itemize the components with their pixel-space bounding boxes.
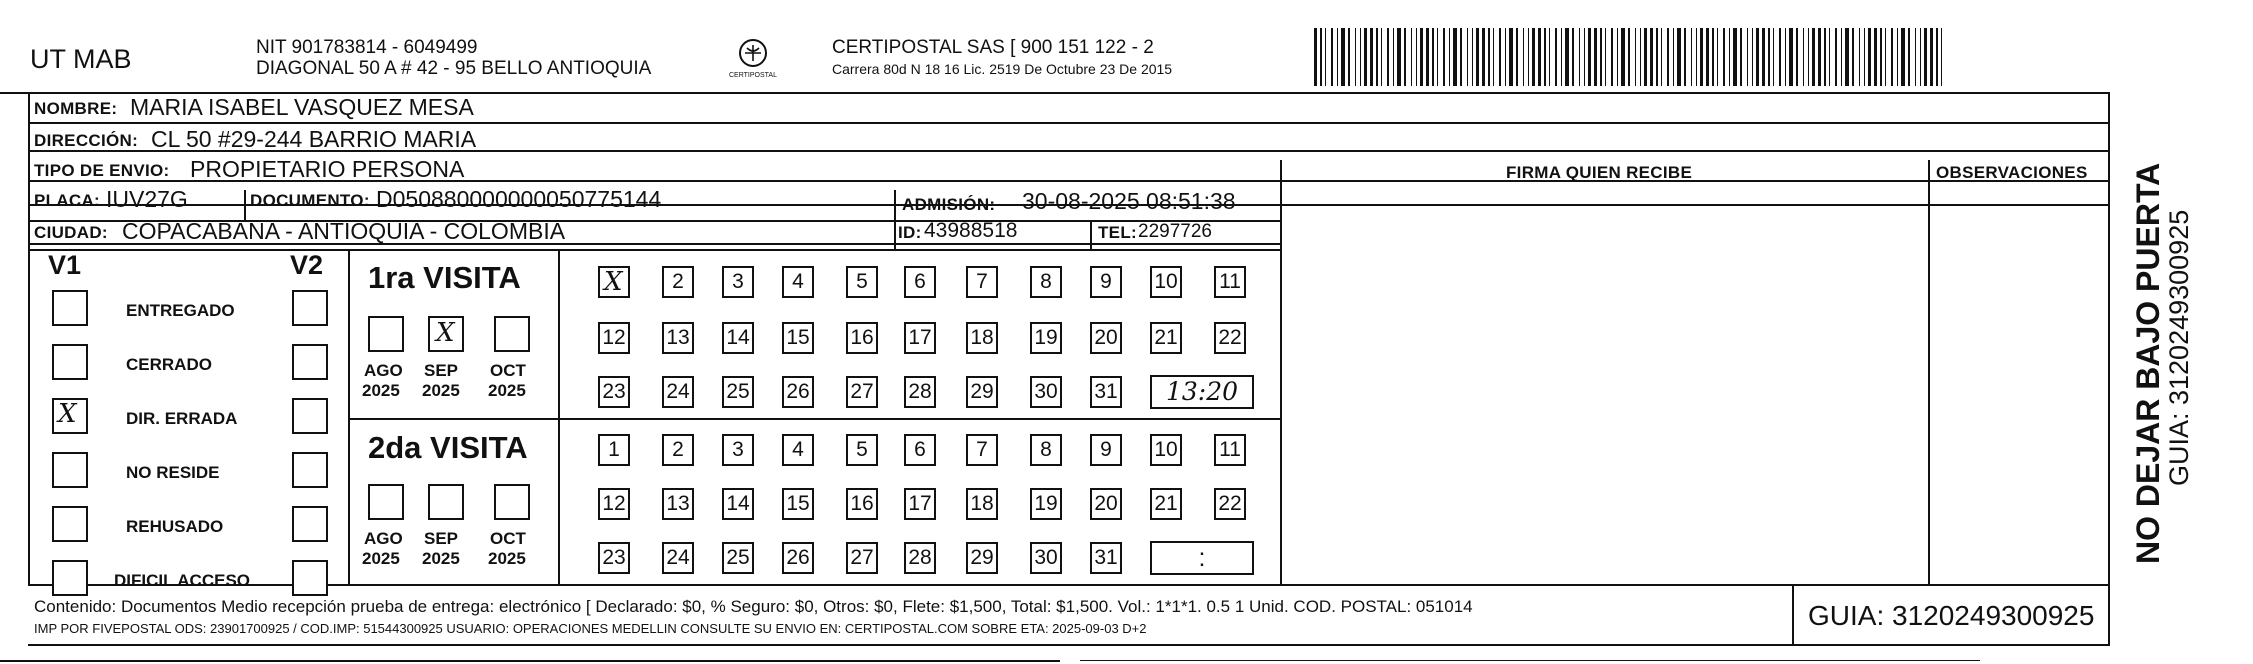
visit2-year-label: 2025 [422, 549, 460, 568]
visit1-day[interactable]: 5 [846, 266, 878, 298]
visit2-month-label: OCT [490, 529, 526, 548]
tel-label: TEL: [1098, 223, 1137, 242]
visit2-day[interactable]: 20 [1090, 488, 1122, 520]
visit2-title: 2da VISITA [368, 430, 528, 465]
visit2-day[interactable]: 10 [1150, 434, 1182, 466]
visit1-day[interactable]: 25 [722, 376, 754, 408]
visit2-day[interactable]: 25 [722, 542, 754, 574]
nombre-value: MARIA ISABEL VASQUEZ MESA [130, 94, 474, 120]
status-label: NO RESIDE [126, 463, 220, 482]
row-rule [28, 249, 1282, 251]
address-line: DIAGONAL 50 A # 42 - 95 BELLO ANTIOQUIA [256, 58, 652, 79]
visit2-day[interactable]: 16 [846, 488, 878, 520]
admision-value: 30-08-2025 08:51:38 [1022, 188, 1236, 214]
visit2-day[interactable]: 31 [1090, 542, 1122, 574]
v2-checkbox[interactable] [292, 398, 328, 434]
visit1-day[interactable]: 27 [846, 376, 878, 408]
check-mark: X [436, 318, 455, 348]
footer-guia: GUIA: 3120249300925 [1808, 600, 2095, 631]
visit2-day[interactable]: 24 [662, 542, 694, 574]
visit2-month-checkbox[interactable] [368, 484, 404, 520]
visit2-month-checkbox[interactable] [494, 484, 530, 520]
visit1-day[interactable]: 13 [662, 322, 694, 354]
col-split [558, 250, 560, 584]
visit1-month-label: OCT [490, 361, 526, 380]
visit2-day[interactable]: 6 [904, 434, 936, 466]
v2-label: V2 [290, 250, 324, 280]
visit2-month-label: AGO [364, 529, 403, 548]
visit1-day[interactable]: 29 [966, 376, 998, 408]
status-label: REHUSADO [126, 517, 224, 536]
visit2-time[interactable]: : [1150, 541, 1254, 575]
visit1-day[interactable]: 23 [598, 376, 630, 408]
visit1-day[interactable]: 26 [782, 376, 814, 408]
documento-label: DOCUMENTO: [250, 191, 370, 210]
check-mark: X [604, 267, 623, 297]
side-guia: GUIA: 3120249300925 [2164, 209, 2194, 486]
visit2-day[interactable]: 18 [966, 488, 998, 520]
visit1-day[interactable]: 19 [1030, 322, 1062, 354]
certipostal-line2: Carrera 80d N 18 16 Lic. 2519 De Octubre 23 De 2015 [832, 61, 1173, 77]
col-split [1090, 220, 1092, 250]
visit2-day[interactable]: 4 [782, 434, 814, 466]
visit2-year-label: 2025 [362, 549, 400, 568]
v2-checkbox[interactable] [292, 344, 328, 380]
ciudad-value: COPACABANA - ANTIOQUIA - COLOMBIA [122, 218, 566, 244]
logo-text: CERTIPOSTAL [729, 72, 777, 79]
visit2-day[interactable]: 23 [598, 542, 630, 574]
visit1-day[interactable]: 10 [1150, 266, 1182, 298]
tel-value: 2297726 [1138, 221, 1212, 242]
status-label: CERRADO [126, 355, 212, 374]
visit1-month-checkbox[interactable] [368, 316, 404, 352]
v1-checkbox[interactable] [52, 344, 88, 380]
id-value: 43988518 [924, 219, 1018, 242]
visit2-day[interactable]: 8 [1030, 434, 1062, 466]
visit1-day[interactable]: 30 [1030, 376, 1062, 408]
visit2-day[interactable]: 1 [598, 434, 630, 466]
v2-checkbox[interactable] [292, 560, 328, 596]
visit2-day[interactable]: 26 [782, 542, 814, 574]
visit1-day[interactable]: 8 [1030, 266, 1062, 298]
v2-checkbox[interactable] [292, 290, 328, 326]
visit1-day[interactable]: 9 [1090, 266, 1122, 298]
visit2-day[interactable]: 12 [598, 488, 630, 520]
footer-contenido: Contenido: Documentos Medio recepción prueba de entrega: electrónico [ Declarado: $0, % Seguro: $0, Otros: $0, Flete: $1,500, Total: $1,500. Vol.: 1*1*1. 0.5 1 Unid. COD. POSTAL: 051014 [34, 597, 1473, 616]
status-label: ENTREGADO [126, 301, 235, 320]
visit1-day[interactable]: 16 [846, 322, 878, 354]
visit2-day[interactable]: 2 [662, 434, 694, 466]
visit1-day[interactable]: 31 [1090, 376, 1122, 408]
visit1-title: 1ra VISITA [368, 260, 521, 295]
placa-value: IUV27G [106, 186, 188, 212]
visit2-day[interactable]: 3 [722, 434, 754, 466]
visit1-year-label: 2025 [362, 381, 400, 400]
v1-label: V1 [48, 250, 82, 280]
v1-checkbox[interactable] [52, 452, 88, 488]
visit2-month-label: SEP [424, 529, 459, 548]
side-no-dejar: NO DEJAR BAJO PUERTA [2130, 162, 2166, 564]
col-split [894, 190, 896, 250]
row-rule [28, 122, 2110, 124]
visit1-day[interactable]: 4 [782, 266, 814, 298]
visit1-day[interactable]: 14 [722, 322, 754, 354]
visit2-day[interactable]: 19 [1030, 488, 1062, 520]
placa-label: PLACA: [34, 191, 101, 210]
visit1-day[interactable]: 12 [598, 322, 630, 354]
visit1-day[interactable]: 28 [904, 376, 936, 408]
observaciones-header: OBSERVACIONES [1936, 163, 2088, 182]
visit2-day[interactable]: 13 [662, 488, 694, 520]
visit2-month-checkbox[interactable] [428, 484, 464, 520]
bottom-edge-rule [1080, 660, 1980, 661]
visit2-day[interactable]: 22 [1214, 488, 1246, 520]
status-label: DIFICIL ACCESO [114, 571, 251, 590]
visit1-month-label: SEP [424, 361, 459, 380]
visit2-day[interactable]: 30 [1030, 542, 1062, 574]
visit1-time[interactable]: 13:20 [1150, 375, 1254, 409]
col-split [1792, 586, 1794, 644]
direccion-label: DIRECCIÓN: [34, 131, 139, 150]
visit2-day[interactable]: 5 [846, 434, 878, 466]
visit2-day[interactable]: 9 [1090, 434, 1122, 466]
footer-imp: IMP POR FIVEPOSTAL ODS: 23901700925 / COD.IMP: 51544300925 USUARIO: OPERACIONES MEDELLIN CONSULTE SU ENVIO EN: CERTIPOSTAL.COM SOBRE ETA: 2025-09-03 D+2 [34, 621, 1147, 636]
visit1-day[interactable]: 17 [904, 322, 936, 354]
visit1-year-label: 2025 [488, 381, 526, 400]
tipo-envio-value: PROPIETARIO PERSONA [190, 156, 465, 182]
visit1-month-label: AGO [364, 361, 403, 380]
visit2-year-label: 2025 [488, 549, 526, 568]
visit2-day[interactable]: 17 [904, 488, 936, 520]
v1-checkbox[interactable] [52, 560, 88, 596]
frame-right [2108, 92, 2110, 644]
col-split [348, 250, 350, 584]
firma-header: FIRMA QUIEN RECIBE [1506, 163, 1693, 182]
barcode [1314, 28, 1948, 86]
nombre-label: NOMBRE: [34, 99, 118, 118]
visit1-year-label: 2025 [422, 381, 460, 400]
footer-rule-top [28, 584, 2110, 586]
visit1-day[interactable]: 18 [966, 322, 998, 354]
ciudad-label: CIUDAD: [34, 223, 108, 242]
visit1-day[interactable]: 11 [1214, 266, 1246, 298]
id-label: ID: [898, 223, 922, 242]
bottom-edge-rule [0, 660, 1060, 662]
certipostal-logo [726, 36, 780, 86]
visit1-day[interactable]: 6 [904, 266, 936, 298]
visit-split [558, 418, 1280, 420]
visit2-day[interactable]: 11 [1214, 434, 1246, 466]
footer-rule-bottom [28, 644, 2110, 646]
documento-value: D050880000000050775144 [376, 186, 662, 212]
visit2-day[interactable]: 29 [966, 542, 998, 574]
tipo-envio-label: TIPO DE ENVIO: [34, 161, 170, 180]
v2-checkbox[interactable] [292, 452, 328, 488]
frame-left [28, 92, 30, 584]
direccion-value: CL 50 #29-244 BARRIO MARIA [151, 126, 477, 152]
nit-line: NIT 901783814 - 6049499 [256, 37, 478, 58]
v2-checkbox[interactable] [292, 506, 328, 542]
barcode-icon [1314, 28, 1948, 86]
visit1-day[interactable]: 7 [966, 266, 998, 298]
visit1-month-checkbox[interactable] [494, 316, 530, 352]
visit1-day[interactable]: 3 [722, 266, 754, 298]
certipostal-line1: CERTIPOSTAL SAS [ 900 151 122 - 2 [832, 37, 1154, 58]
admision-label: ADMISIÓN: [902, 195, 996, 214]
visit2-day[interactable]: 21 [1150, 488, 1182, 520]
company-name: UT MAB [30, 44, 132, 74]
col-split [244, 190, 246, 220]
visit1-day[interactable]: 21 [1150, 322, 1182, 354]
visit1-day[interactable] [598, 266, 630, 298]
visit2-day[interactable]: 15 [782, 488, 814, 520]
v1-checkbox[interactable] [52, 506, 88, 542]
visit-split [348, 418, 558, 420]
visit1-day[interactable]: 20 [1090, 322, 1122, 354]
col-split-obs [1928, 160, 1930, 584]
visit1-day[interactable]: 22 [1214, 322, 1246, 354]
status-label: DIR. ERRADA [126, 409, 238, 428]
visit1-day[interactable]: 15 [782, 322, 814, 354]
visit1-day[interactable]: 2 [662, 266, 694, 298]
visit1-day[interactable]: 24 [662, 376, 694, 408]
visit2-day[interactable]: 27 [846, 542, 878, 574]
visit2-day[interactable]: 7 [966, 434, 998, 466]
check-mark: X [58, 399, 77, 429]
v1-checkbox[interactable] [52, 290, 88, 326]
visit2-day[interactable]: 28 [904, 542, 936, 574]
col-split-firma [1280, 160, 1282, 584]
visit2-day[interactable]: 14 [722, 488, 754, 520]
